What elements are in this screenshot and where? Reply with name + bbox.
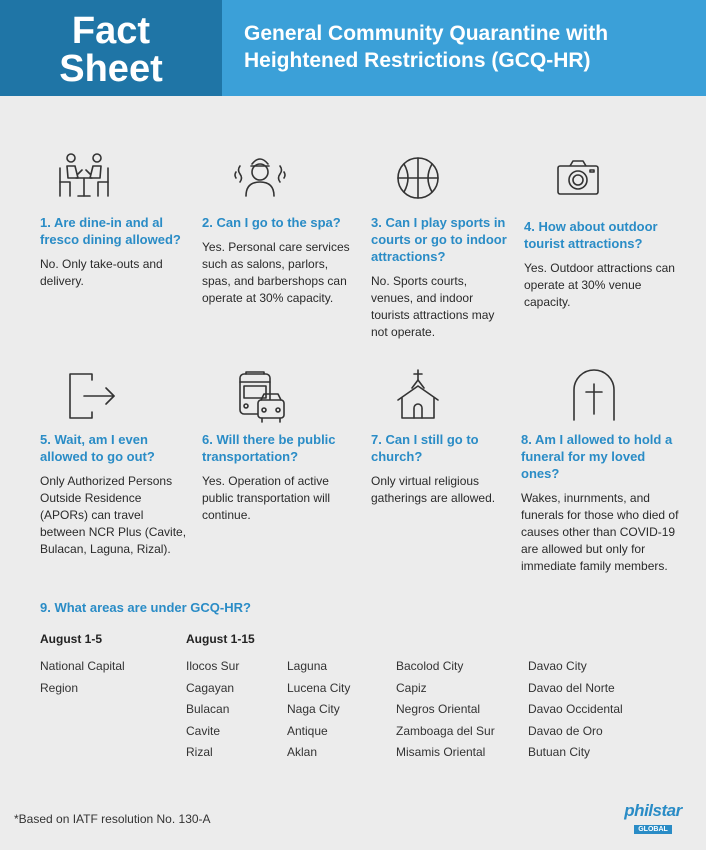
basketball-icon [388, 148, 448, 208]
area-item: Zamboaga del Sur [396, 723, 495, 738]
area-item: Bulacan [186, 702, 230, 716]
logo-subtitle: GLOBAL [634, 825, 672, 834]
faq-question: 1. Are dine-in and al fresco dining allowed? [40, 215, 181, 247]
faq-answer: Yes. Personal care services such as salons, parlors, spas, and barbershops can operate at 30% capacity. [202, 240, 350, 305]
page-title-line1: General Community Quarantine with [244, 22, 609, 45]
area-item: Misamis Oriental [396, 745, 486, 759]
logo-wordmark: philstar [624, 801, 682, 820]
faq-answer: Only virtual religious gatherings are allowed. [371, 474, 496, 505]
area-item: Aklan [287, 745, 318, 759]
footnote: *Based on IATF resolution No. 130-A [14, 812, 211, 826]
faq-item-2 [202, 214, 352, 307]
area-item: Davao de Oro [528, 723, 603, 738]
faq-answer: Yes. Operation of active public transportation will continue. [202, 474, 331, 522]
faq-question: 2. Can I go to the spa? [202, 215, 341, 230]
page-title [222, 0, 706, 96]
period-1-areas [40, 656, 125, 699]
period-1-label: August 1-5 [40, 632, 103, 646]
faq-answer: Wakes, inurnments, and funerals for those who died of causes other than COVID-19 are allowed but only for immediate family members. [521, 491, 679, 573]
area-item: Davao del Norte [528, 680, 615, 695]
period-2-areas-col-3 [396, 656, 495, 764]
area-item: Cavite [186, 723, 221, 738]
area-item: Lucena City [287, 680, 351, 695]
header [0, 0, 706, 96]
faq-item-6 [202, 431, 352, 524]
faq-question: 6. Will there be public transportation? [202, 432, 336, 464]
faq-question: 5. Wait, am I even allowed to go out? [40, 432, 155, 464]
exit-door-icon [62, 366, 122, 426]
area-item: Rizal [186, 745, 213, 759]
areas-title: 9. What areas are under GCQ-HR? [40, 600, 251, 615]
dining-icon [54, 148, 114, 208]
area-item: Davao Occidental [528, 702, 623, 716]
spa-person-icon [230, 148, 290, 208]
area-item: Capiz [396, 680, 427, 695]
area-item: Butuan City [528, 745, 591, 759]
faq-item-3 [371, 214, 511, 341]
area-item: Negros Oriental [396, 702, 481, 716]
faq-item-8 [521, 431, 686, 575]
area-item: Ilocos Sur [186, 659, 240, 673]
faq-answer: Yes. Outdoor attractions can operate at 30% venue capacity. [524, 261, 675, 309]
area-item: Region [40, 680, 79, 695]
faq-question: 8. Am I allowed to hold a funeral for my loved ones? [521, 432, 673, 481]
faq-answer: Only Authorized Persons Outside Residence (APORs) can travel between NCR Plus (Cavite, Bulacan, Laguna, Rizal). [40, 474, 187, 556]
fact-sheet-line1: Fact [71, 10, 151, 52]
area-item: Laguna [287, 659, 328, 673]
area-item: Bacolod City [396, 659, 464, 673]
area-item: National Capital [40, 659, 125, 673]
faq-question: 7. Can I still go to church? [371, 432, 479, 464]
faq-answer: No. Sports courts, venues, and indoor tourists attractions may not operate. [371, 274, 495, 339]
faq-question: 4. How about outdoor tourist attractions? [524, 219, 658, 251]
period-2-areas-col-2 [287, 656, 350, 764]
fact-sheet-line2: Sheet [59, 48, 163, 90]
area-item: Cagayan [186, 680, 235, 695]
faq-question: 3. Can I play sports in courts or go to indoor attractions? [371, 215, 507, 264]
area-item: Naga City [287, 702, 340, 716]
faq-item-5 [40, 431, 190, 558]
page-title-line2: Heightened Restrictions (GCQ-HR) [244, 49, 591, 72]
period-2-areas-col-4 [528, 656, 623, 764]
faq-item-1 [40, 214, 190, 290]
bus-car-icon [232, 366, 292, 426]
faq-answer: No. Only take-outs and delivery. [40, 257, 163, 288]
faq-item-4 [524, 218, 684, 311]
church-icon [388, 366, 448, 426]
faq-item-7 [371, 431, 511, 507]
area-item: Antique [287, 723, 328, 738]
fact-sheet-label [0, 0, 222, 96]
camera-icon [548, 148, 608, 208]
period-2-label: August 1-15 [186, 632, 255, 646]
area-item: Davao City [528, 659, 587, 673]
philstar-logo [620, 802, 686, 832]
period-2-areas-col-1 [186, 656, 239, 764]
tombstone-cross-icon [564, 366, 624, 426]
